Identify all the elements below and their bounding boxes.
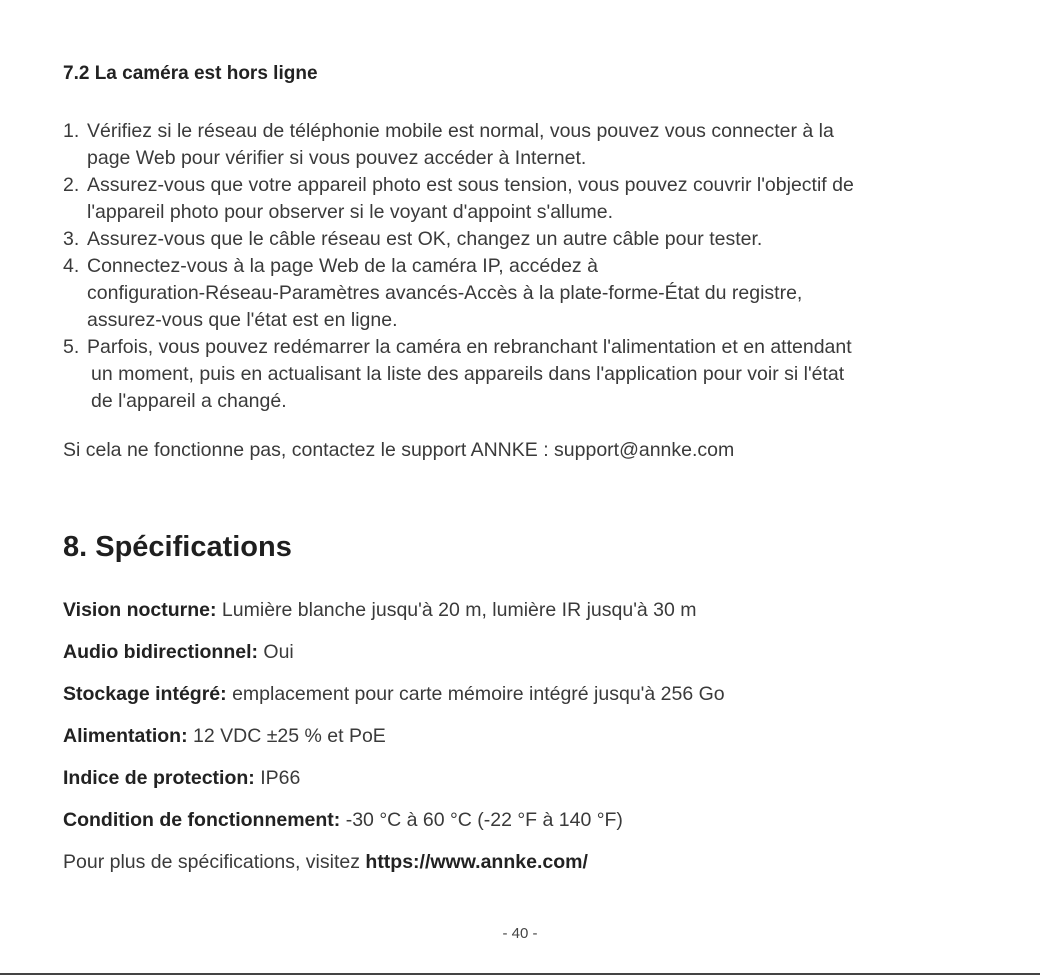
step-text-line: configuration-Réseau-Paramètres avancés-Accès à la plate-forme-État du registre, bbox=[87, 282, 803, 304]
step-text-line: l'appareil photo pour observer si le voyant d'appoint s'allume. bbox=[87, 201, 614, 223]
spec-row-storage bbox=[63, 682, 983, 724]
list-item bbox=[63, 334, 983, 415]
step-number: 2. bbox=[63, 174, 80, 196]
troubleshoot-steps-list bbox=[63, 118, 983, 415]
page-number: - 40 - bbox=[502, 925, 538, 942]
support-contact-text: Si cela ne fonctionne pas, contactez le support ANNKE : support@annke.com bbox=[63, 439, 735, 461]
spec-label: Audio bidirectionnel: bbox=[63, 641, 258, 663]
spec-value: -30 °C à 60 °C (-22 °F à 140 °F) bbox=[345, 809, 623, 831]
more-specs-text: Pour plus de spécifications, visitez bbox=[63, 851, 360, 873]
list-item bbox=[63, 253, 983, 334]
annke-website-link[interactable]: https://www.annke.com/ bbox=[365, 851, 588, 873]
spec-row-two-way-audio bbox=[63, 640, 983, 682]
step-number: 1. bbox=[63, 120, 80, 142]
step-text-line: assurez-vous que l'état est en ligne. bbox=[87, 309, 398, 331]
spec-row-power bbox=[63, 724, 983, 766]
step-number: 5. bbox=[63, 336, 80, 358]
spec-label: Condition de fonctionnement: bbox=[63, 809, 341, 831]
section-heading-camera-offline: 7.2 La caméra est hors ligne bbox=[63, 63, 318, 84]
spec-label: Vision nocturne: bbox=[63, 599, 217, 621]
step-text-line: un moment, puis en actualisant la liste des appareils dans l'application pour voir si l'état bbox=[91, 363, 845, 385]
spec-row-operating-condition bbox=[63, 808, 983, 850]
spec-row-protection bbox=[63, 766, 983, 808]
spec-label: Stockage intégré: bbox=[63, 683, 227, 705]
spec-value: Oui bbox=[263, 641, 294, 663]
step-text-line: Assurez-vous que le câble réseau est OK, changez un autre câble pour tester. bbox=[87, 228, 763, 250]
step-text-line: page Web pour vérifier si vous pouvez accéder à Internet. bbox=[87, 147, 587, 169]
spec-label: Indice de protection: bbox=[63, 767, 255, 789]
list-item bbox=[63, 172, 983, 226]
step-text-line: Parfois, vous pouvez redémarrer la caméra en rebranchant l'alimentation et en attendant bbox=[87, 336, 852, 358]
spec-row-night-vision bbox=[63, 598, 983, 640]
list-item bbox=[63, 118, 983, 172]
step-number: 3. bbox=[63, 228, 80, 250]
spec-row-more-info bbox=[63, 850, 983, 892]
page-bottom-divider bbox=[0, 973, 1040, 975]
spec-value: IP66 bbox=[260, 767, 301, 789]
specifications-list bbox=[63, 598, 983, 892]
step-text-line: Assurez-vous que votre appareil photo est sous tension, vous pouvez couvrir l'objectif de bbox=[87, 174, 854, 196]
spec-value: Lumière blanche jusqu'à 20 m, lumière IR jusqu'à 30 m bbox=[221, 599, 697, 621]
step-text-line: Connectez-vous à la page Web de la caméra IP, accédez à bbox=[87, 255, 598, 277]
list-item bbox=[63, 226, 983, 253]
spec-value: 12 VDC ±25 % et PoE bbox=[193, 725, 386, 747]
spec-value: emplacement pour carte mémoire intégré jusqu'à 256 Go bbox=[232, 683, 725, 705]
page-title: 8. Spécifications bbox=[63, 531, 292, 563]
step-number: 4. bbox=[63, 255, 80, 277]
step-text-line: de l'appareil a changé. bbox=[91, 390, 287, 412]
spec-label: Alimentation: bbox=[63, 725, 188, 747]
step-text-line: Vérifiez si le réseau de téléphonie mobile est normal, vous pouvez vous connecter à la bbox=[87, 120, 834, 142]
